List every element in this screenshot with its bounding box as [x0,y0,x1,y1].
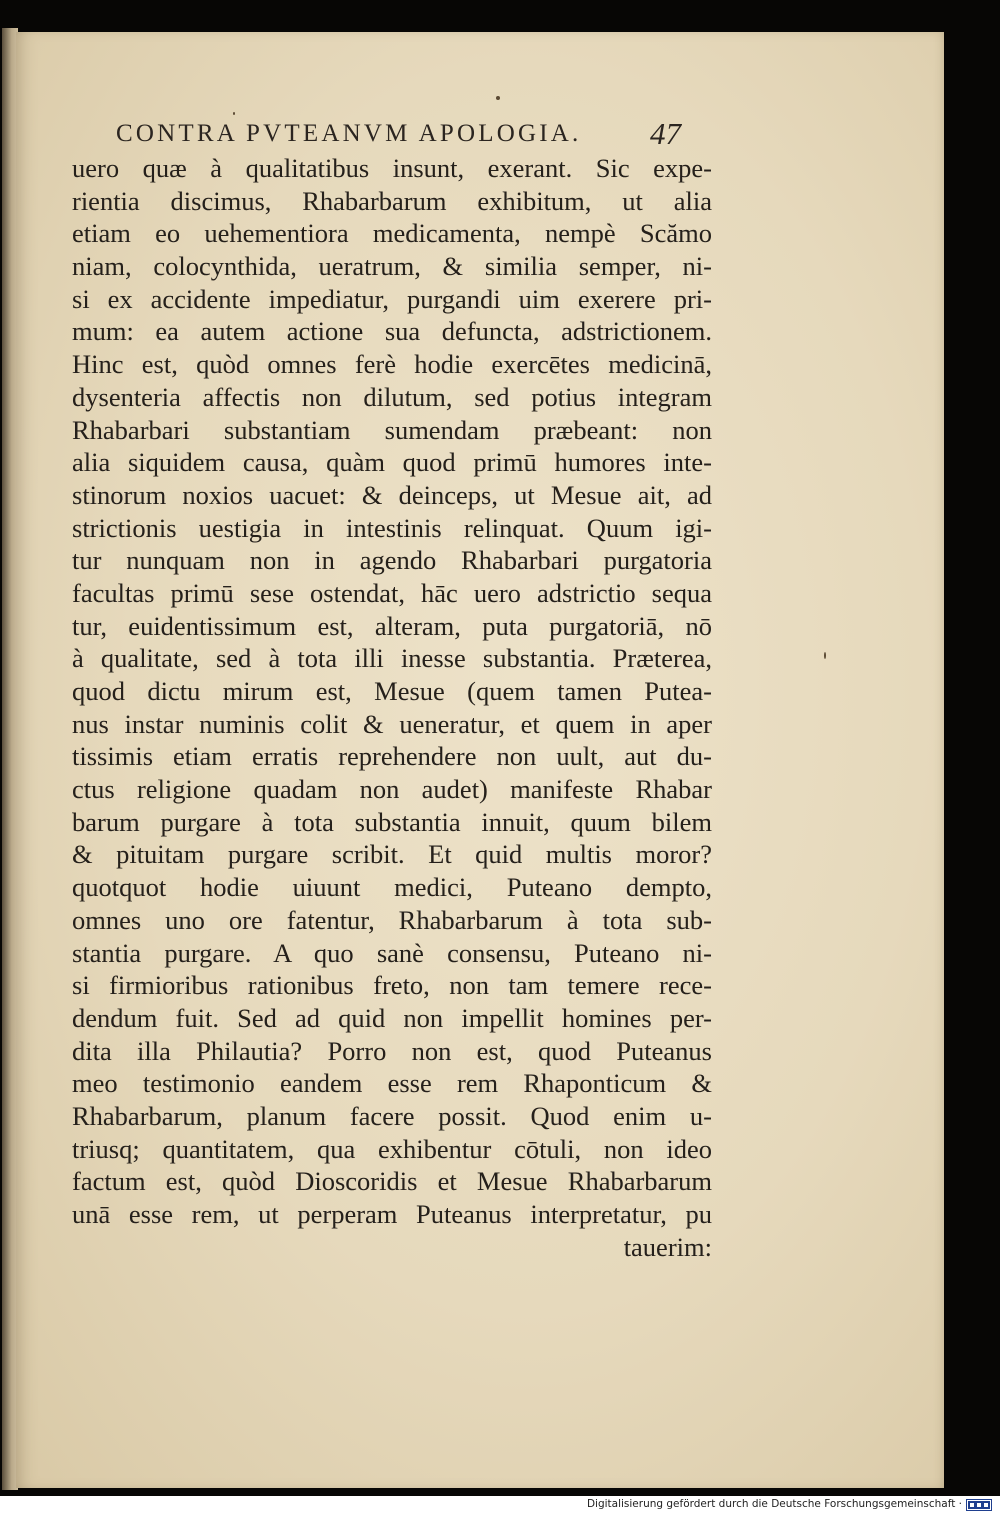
text-line: ctus religione quadam non audet) manifeste Rhabar [72,774,712,805]
text-line: facultas primū sese ostendat, hāc uero adstrictio sequa [72,577,712,608]
text-line: meo testimonio eandem esse rem Rhaponticum & [72,1068,712,1099]
text-line: etiam eo uehementiora medicamenta, nempè Scămo [72,218,712,249]
text-line: & pituitam purgare scribit. Et quid multis moror? [72,839,712,870]
text-line: tissimis etiam erratis reprehendere non uult, aut du- [72,741,712,772]
page-number: 47 [650,116,681,151]
text-line: quod dictu mirum est, Mesue (quem tamen Putea- [72,676,712,706]
dfg-logo-icon [968,1501,990,1509]
text-line: mum: ea autem actione sua defuncta, adstrictionem. [72,316,712,347]
text-line: rientia discimus, Rhabarbarum exhibitum, ut alia [72,185,712,216]
text-line: nus instar numinis colit & ueneratur, et quem in aper [72,708,712,739]
text-line: alia siquidem causa, quàm quod primū humores inte- [72,447,712,478]
text-line: Rhabarbari substantiam sumendam præbeant: non [72,414,712,445]
text-line: tur, euidentissimum est, alteram, puta purgatoriā, nō [72,610,712,641]
funding-note: Digitalisierung gefördert durch die Deutsche Forschungsgemeinschaft · [586,1498,962,1510]
footer-bar [0,1496,1000,1515]
ink-speck [496,96,500,100]
text-line: factum est, quòd Dioscoridis et Mesue Rhabarbarum [72,1166,712,1197]
text-line: unā esse rem, ut perperam Puteanus interpretatur, pu [72,1199,712,1229]
text-line: Hinc est, quòd omnes ferè hodie exercētes medicinā, [72,349,712,380]
text-line: quotquot hodie uiuunt medici, Puteano dempto, [72,872,712,903]
ink-speck [233,112,235,115]
dfg-logo [966,1499,992,1511]
text-line: dita illa Philautia? Porro non est, quod Puteanus [72,1035,712,1066]
text-line: uero quæ à qualitatibus insunt, exerant. Sic expe- [72,153,712,183]
text-line: triusq; quantitatem, qua exhibentur cōtuli, non ideo [72,1133,712,1164]
text-line: strictionis uestigia in intestinis relinquat. Quum igi- [72,512,712,543]
running-head: CONTRA PVTEANVM APOLOGIA. [116,120,582,147]
text-line: tauerim: [623,1231,712,1262]
text-line: niam, colocynthida, ueratrum, & similia semper, ni- [72,251,712,282]
text-line: dendum fuit. Sed ad quid non impellit homines per- [72,1002,712,1033]
text-line: si firmioribus rationibus freto, non tam temere rece- [72,970,712,1001]
text-line: omnes uno ore fatentur, Rhabarbarum à tota sub- [72,904,712,935]
text-line: barum purgare à tota substantia innuit, quum bilem [72,806,712,837]
text-line: tur nunquam non in agendo Rhabarbari purgatoria [72,545,712,576]
body-text [72,152,712,1263]
text-line: Rhabarbarum, planum facere possit. Quod enim u- [72,1100,712,1131]
ink-speck [824,652,826,659]
text-line: stinorum noxios uacuet: & deinceps, ut Mesue ait, ad [72,479,712,510]
text-line: dysenteria affectis non dilutum, sed potius integram [72,381,712,412]
text-line: stantia purgare. A quo sanè consensu, Puteano ni- [72,937,712,968]
text-line: à qualitate, sed à tota illi inesse substantia. Præterea, [72,643,712,674]
text-line: si ex accidente impediatur, purgandi uim exerere pri- [72,283,712,314]
